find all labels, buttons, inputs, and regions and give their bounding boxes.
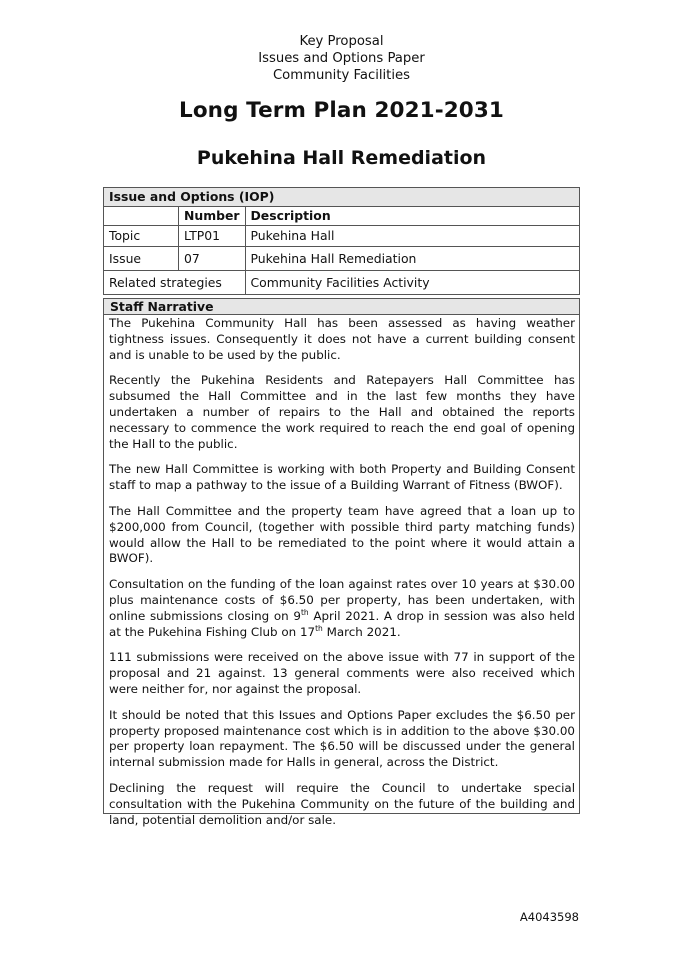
header-line-key-proposal: Key Proposal — [299, 34, 384, 49]
ordinal-suffix: th — [315, 623, 323, 633]
iop-header-blank — [104, 207, 179, 226]
iop-related-label: Related strategies — [104, 271, 246, 295]
ordinal-suffix: th — [300, 607, 309, 617]
narrative-paragraph: Recently the Pukehina Residents and Ratepayers Hall Committee has subsumed the Hall Committee and in the last few months they have undertaken a number of repairs to the Hall and obtained the reports necessary to commence the work required to reach the end goal of opening the Hall to the public. — [109, 373, 575, 451]
narrative-paragraph: The Hall Committee and the property team have agreed that a loan up to $200,000 from Council, (together with possible third party matching funds) would allow the Hall to be remediated to the point where it would attain a BWOF). — [109, 503, 575, 566]
narrative-paragraph: 111 submissions were received on the above issue with 77 in support of the proposal and 21 against. 13 general comments were also received which were neither for, nor against the proposal. — [109, 650, 575, 696]
iop-row-description: Pukehina Hall — [245, 226, 580, 247]
iop-row-number: 07 — [179, 247, 246, 271]
iop-row-number: LTP01 — [179, 226, 246, 247]
table-row — [104, 247, 580, 271]
table-row — [104, 271, 580, 295]
staff-narrative-body — [104, 315, 579, 828]
iop-row-label: Issue — [104, 247, 179, 271]
iop-row-description: Pukehina Hall Remediation — [245, 247, 580, 271]
narrative-text: Consultation on the funding of the loan against rates over 10 years at $30.00 plus maintenance costs of $6.50 per property, has been undertaken, with online submissions closing on 9 — [109, 577, 575, 623]
page-subtitle: Pukehina Hall Remediation — [196, 147, 487, 169]
table-row — [104, 226, 580, 247]
narrative-paragraph: The new Hall Committee is working with both Property and Building Consent staff to map a pathway to the issue of a Building Warrant of Fitness (BWOF). — [109, 462, 575, 493]
document-id: A4043598 — [519, 910, 579, 924]
narrative-paragraph: It should be noted that this Issues and Options Paper excludes the $6.50 per property proposed maintenance cost which is in addition to the above $30.00 per property loan repayment. The $6.50 will be discussed under the general internal submission made for Halls in general, across the District. — [109, 707, 575, 770]
narrative-text: April 2021. A drop in session was also held at the Pukehina Fishing Club on 17 — [109, 608, 575, 639]
narrative-paragraph — [109, 577, 575, 640]
narrative-paragraph: The Pukehina Community Hall has been assessed as having weather tightness issues. Consequently it does not have a current building consent and is unable to be used by the public. — [109, 316, 575, 362]
iop-header-description: Description — [245, 207, 580, 226]
narrative-paragraph: Declining the request will require the Council to undertake special consultation with the Pukehina Community on the future of the building and land, potential demolition and/or sale. — [109, 780, 575, 827]
narrative-text: March 2021. — [322, 624, 401, 639]
staff-narrative-heading: Staff Narrative — [104, 299, 579, 315]
header-line-category: Community Facilities — [272, 68, 411, 83]
iop-table-heading: Issue and Options (IOP) — [104, 188, 580, 207]
document-header — [0, 33, 683, 84]
iop-row-label: Topic — [104, 226, 179, 247]
staff-narrative-box — [103, 298, 580, 827]
iop-related-value: Community Facilities Activity — [245, 271, 580, 295]
iop-header-number: Number — [179, 207, 246, 226]
header-line-paper-type: Issues and Options Paper — [258, 51, 425, 66]
page-title: Long Term Plan 2021-2031 — [179, 98, 504, 123]
iop-table — [103, 187, 580, 295]
